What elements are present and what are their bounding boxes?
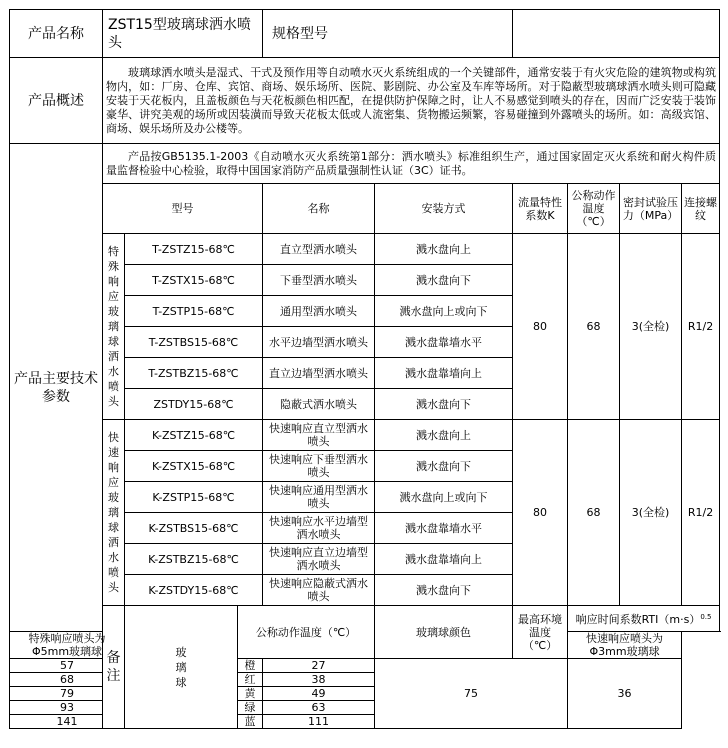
notes-header-rti [568, 606, 720, 632]
seal-pressure-value: 3(全检) [620, 234, 682, 420]
header-name: 名称 [263, 184, 375, 234]
install-cell: 溅水盘向下 [375, 451, 513, 482]
bulb-temp-cell: 141 [10, 715, 125, 729]
install-cell: 溅水盘向上或向下 [375, 482, 513, 513]
flow-k-value: 80 [513, 420, 568, 606]
group-label-char: 特 [108, 245, 119, 258]
group-label-char: 水 [108, 365, 119, 378]
bulb-ambient-cell: 49 [263, 687, 375, 701]
group-label-char: 璃 [108, 506, 119, 519]
spec-model-value [513, 10, 720, 58]
group-label-char: 喷 [108, 566, 119, 579]
install-cell: 溅水盘靠墙水平 [375, 513, 513, 544]
bulb-ambient-cell: 63 [263, 701, 375, 715]
model-cell: K-ZSTDY15-68℃ [125, 575, 263, 606]
group-label-char: 玻 [108, 491, 119, 504]
rated-temp-value: 68 [568, 234, 620, 420]
notes-label: 备注 [103, 606, 125, 729]
group-label-char: 头 [108, 581, 119, 594]
bulb-ambient-cell: 27 [263, 659, 375, 673]
group-label-char: 头 [108, 395, 119, 408]
notes-header-ambient: 最高环境温度（℃） [513, 606, 568, 659]
header-install: 安装方式 [375, 184, 513, 234]
group-special-response-label [103, 234, 125, 420]
group-label-char: 响 [108, 461, 119, 474]
rti-special-value: 75 [375, 659, 568, 729]
group-label-char: 应 [108, 476, 119, 489]
overview-text: 玻璃球洒水喷头是湿式、干式及预作用等自动喷水灭火系统组成的一个关键部件，通常安装于有火灾危险的建筑物或构筑物内，如：厂房、仓库、宾馆、商场、娱乐场所、医院、影剧院、办公室及车库等场所。对于隐蔽型玻璃球洒水喷头则可隐藏安装于天花板内，且盖板颜色与天花板颜色相匹配，在提供防护保障之时，让人不易感觉到喷头的存在，因而广泛安装于装饰豪华、讲究美观的场所或因装潢而导致天花板太低或人流密集、货物搬运频繁，容易碰撞到外露喷头的场所。如：高级宾馆、商场、娱乐场所及办公楼等。 [103, 58, 720, 144]
notes-header-temp: 公称动作温度（℃） [238, 606, 375, 659]
group-label-char: 球 [108, 521, 119, 534]
header-flow-k: 流量特性系数K [513, 184, 568, 234]
install-cell: 溅水盘靠墙水平 [375, 327, 513, 358]
standard-intro-text: 产品按GB5135.1-2003《自动喷水灭火系统第1部分：洒水喷头》标准组织生产，通过国家固定灭火系统和耐火构件质量监督检验中心检验，取得中国国家消防产品质量强制性认证（3C）证书。 [103, 144, 720, 184]
name-cell: 下垂型洒水喷头 [263, 265, 375, 296]
thread-value: R1/2 [682, 234, 720, 420]
seal-pressure-value: 3(全检) [620, 420, 682, 606]
thread-value: R1/2 [682, 420, 720, 606]
name-cell: 快速响应下垂型洒水喷头 [263, 451, 375, 482]
bulb-label-char: 璃 [175, 660, 187, 674]
install-cell: 溅水盘靠墙向上 [375, 358, 513, 389]
model-cell: K-ZSTX15-68℃ [125, 451, 263, 482]
name-cell: 快速响应直立型洒水喷头 [263, 420, 375, 451]
name-cell: 快速响应隐蔽式洒水喷头 [263, 575, 375, 606]
group-label-char: 璃 [108, 320, 119, 333]
name-cell: 水平边墙型洒水喷头 [263, 327, 375, 358]
bulb-color-cell: 橙 [238, 659, 263, 673]
model-cell: ZSTDY15-68℃ [125, 389, 263, 420]
install-cell: 溅水盘向上或向下 [375, 296, 513, 327]
notes-header-fast: 快速响应喷头为Φ3mm玻璃球 [568, 632, 682, 659]
install-cell: 溅水盘向下 [375, 389, 513, 420]
product-name-label: 产品名称 [10, 10, 103, 58]
model-cell: T-ZSTX15-68℃ [125, 265, 263, 296]
group-label-char: 洒 [108, 536, 119, 549]
name-cell: 直立型洒水喷头 [263, 234, 375, 265]
notes-header-color: 玻璃球颜色 [375, 606, 513, 659]
bulb-color-cell: 绿 [238, 701, 263, 715]
group-label-char: 殊 [108, 260, 119, 273]
flow-k-value: 80 [513, 234, 568, 420]
group-label-char: 球 [108, 335, 119, 348]
name-cell: 通用型洒水喷头 [263, 296, 375, 327]
model-cell: K-ZSTBZ15-68℃ [125, 544, 263, 575]
model-cell: T-ZSTZ15-68℃ [125, 234, 263, 265]
model-cell: K-ZSTZ15-68℃ [125, 420, 263, 451]
spec-model-label: 规格型号 [263, 10, 513, 58]
name-cell: 快速响应通用型洒水喷头 [263, 482, 375, 513]
bulb-color-cell: 蓝 [238, 715, 263, 729]
header-model: 型号 [103, 184, 263, 234]
install-cell: 溅水盘向上 [375, 234, 513, 265]
model-cell: K-ZSTBS15-68℃ [125, 513, 263, 544]
group-label-char: 速 [108, 446, 119, 459]
bulb-color-cell: 红 [238, 673, 263, 687]
product-spec-sheet [9, 9, 720, 729]
group-label-char: 快 [108, 431, 119, 444]
tech-params-label: 产品主要技术参数 [10, 144, 103, 632]
name-cell: 直立边墙型洒水喷头 [263, 358, 375, 389]
notes-header-special: 特殊响应喷头为Φ5mm玻璃球 [10, 632, 125, 659]
group-label-char: 洒 [108, 350, 119, 363]
name-cell: 快速响应直立边墙型洒水喷头 [263, 544, 375, 575]
group-label-char: 喷 [108, 380, 119, 393]
bulb-temp-cell: 79 [10, 687, 125, 701]
bulb-ambient-cell: 111 [263, 715, 375, 729]
group-fast-response-label [103, 420, 125, 606]
install-cell: 溅水盘靠墙向上 [375, 544, 513, 575]
model-cell: K-ZSTP15-68℃ [125, 482, 263, 513]
group-label-char: 应 [108, 290, 119, 303]
bulb-label-char: 球 [175, 675, 187, 689]
bulb-temp-cell: 68 [10, 673, 125, 687]
rti-label: 响应时间系数RTI（m·s） [575, 613, 701, 626]
header-thread: 连接螺纹 [682, 184, 720, 234]
install-cell: 溅水盘向上 [375, 420, 513, 451]
overview-label: 产品概述 [10, 58, 103, 144]
bulb-temp-cell: 93 [10, 701, 125, 715]
model-cell: T-ZSTBS15-68℃ [125, 327, 263, 358]
glass-bulb-label [125, 606, 238, 729]
bulb-color-cell: 黄 [238, 687, 263, 701]
name-cell: 隐蔽式洒水喷头 [263, 389, 375, 420]
group-label-char: 玻 [108, 305, 119, 318]
rti-fast-value: 36 [568, 659, 682, 729]
install-cell: 溅水盘向下 [375, 575, 513, 606]
name-cell: 快速响应水平边墙型洒水喷头 [263, 513, 375, 544]
bulb-label-char: 玻 [175, 645, 187, 659]
group-label-char: 响 [108, 275, 119, 288]
bulb-ambient-cell: 38 [263, 673, 375, 687]
model-cell: T-ZSTBZ15-68℃ [125, 358, 263, 389]
model-cell: T-ZSTP15-68℃ [125, 296, 263, 327]
rated-temp-value: 68 [568, 420, 620, 606]
bulb-temp-cell: 57 [10, 659, 125, 673]
header-rated-temp: 公称动作温度（℃） [568, 184, 620, 234]
product-name-value: ZST15型玻璃球洒水喷头 [103, 10, 263, 58]
install-cell: 溅水盘向下 [375, 265, 513, 296]
group-label-char: 水 [108, 551, 119, 564]
header-seal-pressure: 密封试验压力（MPa） [620, 184, 682, 234]
rti-exponent: 0.5 [700, 613, 712, 621]
